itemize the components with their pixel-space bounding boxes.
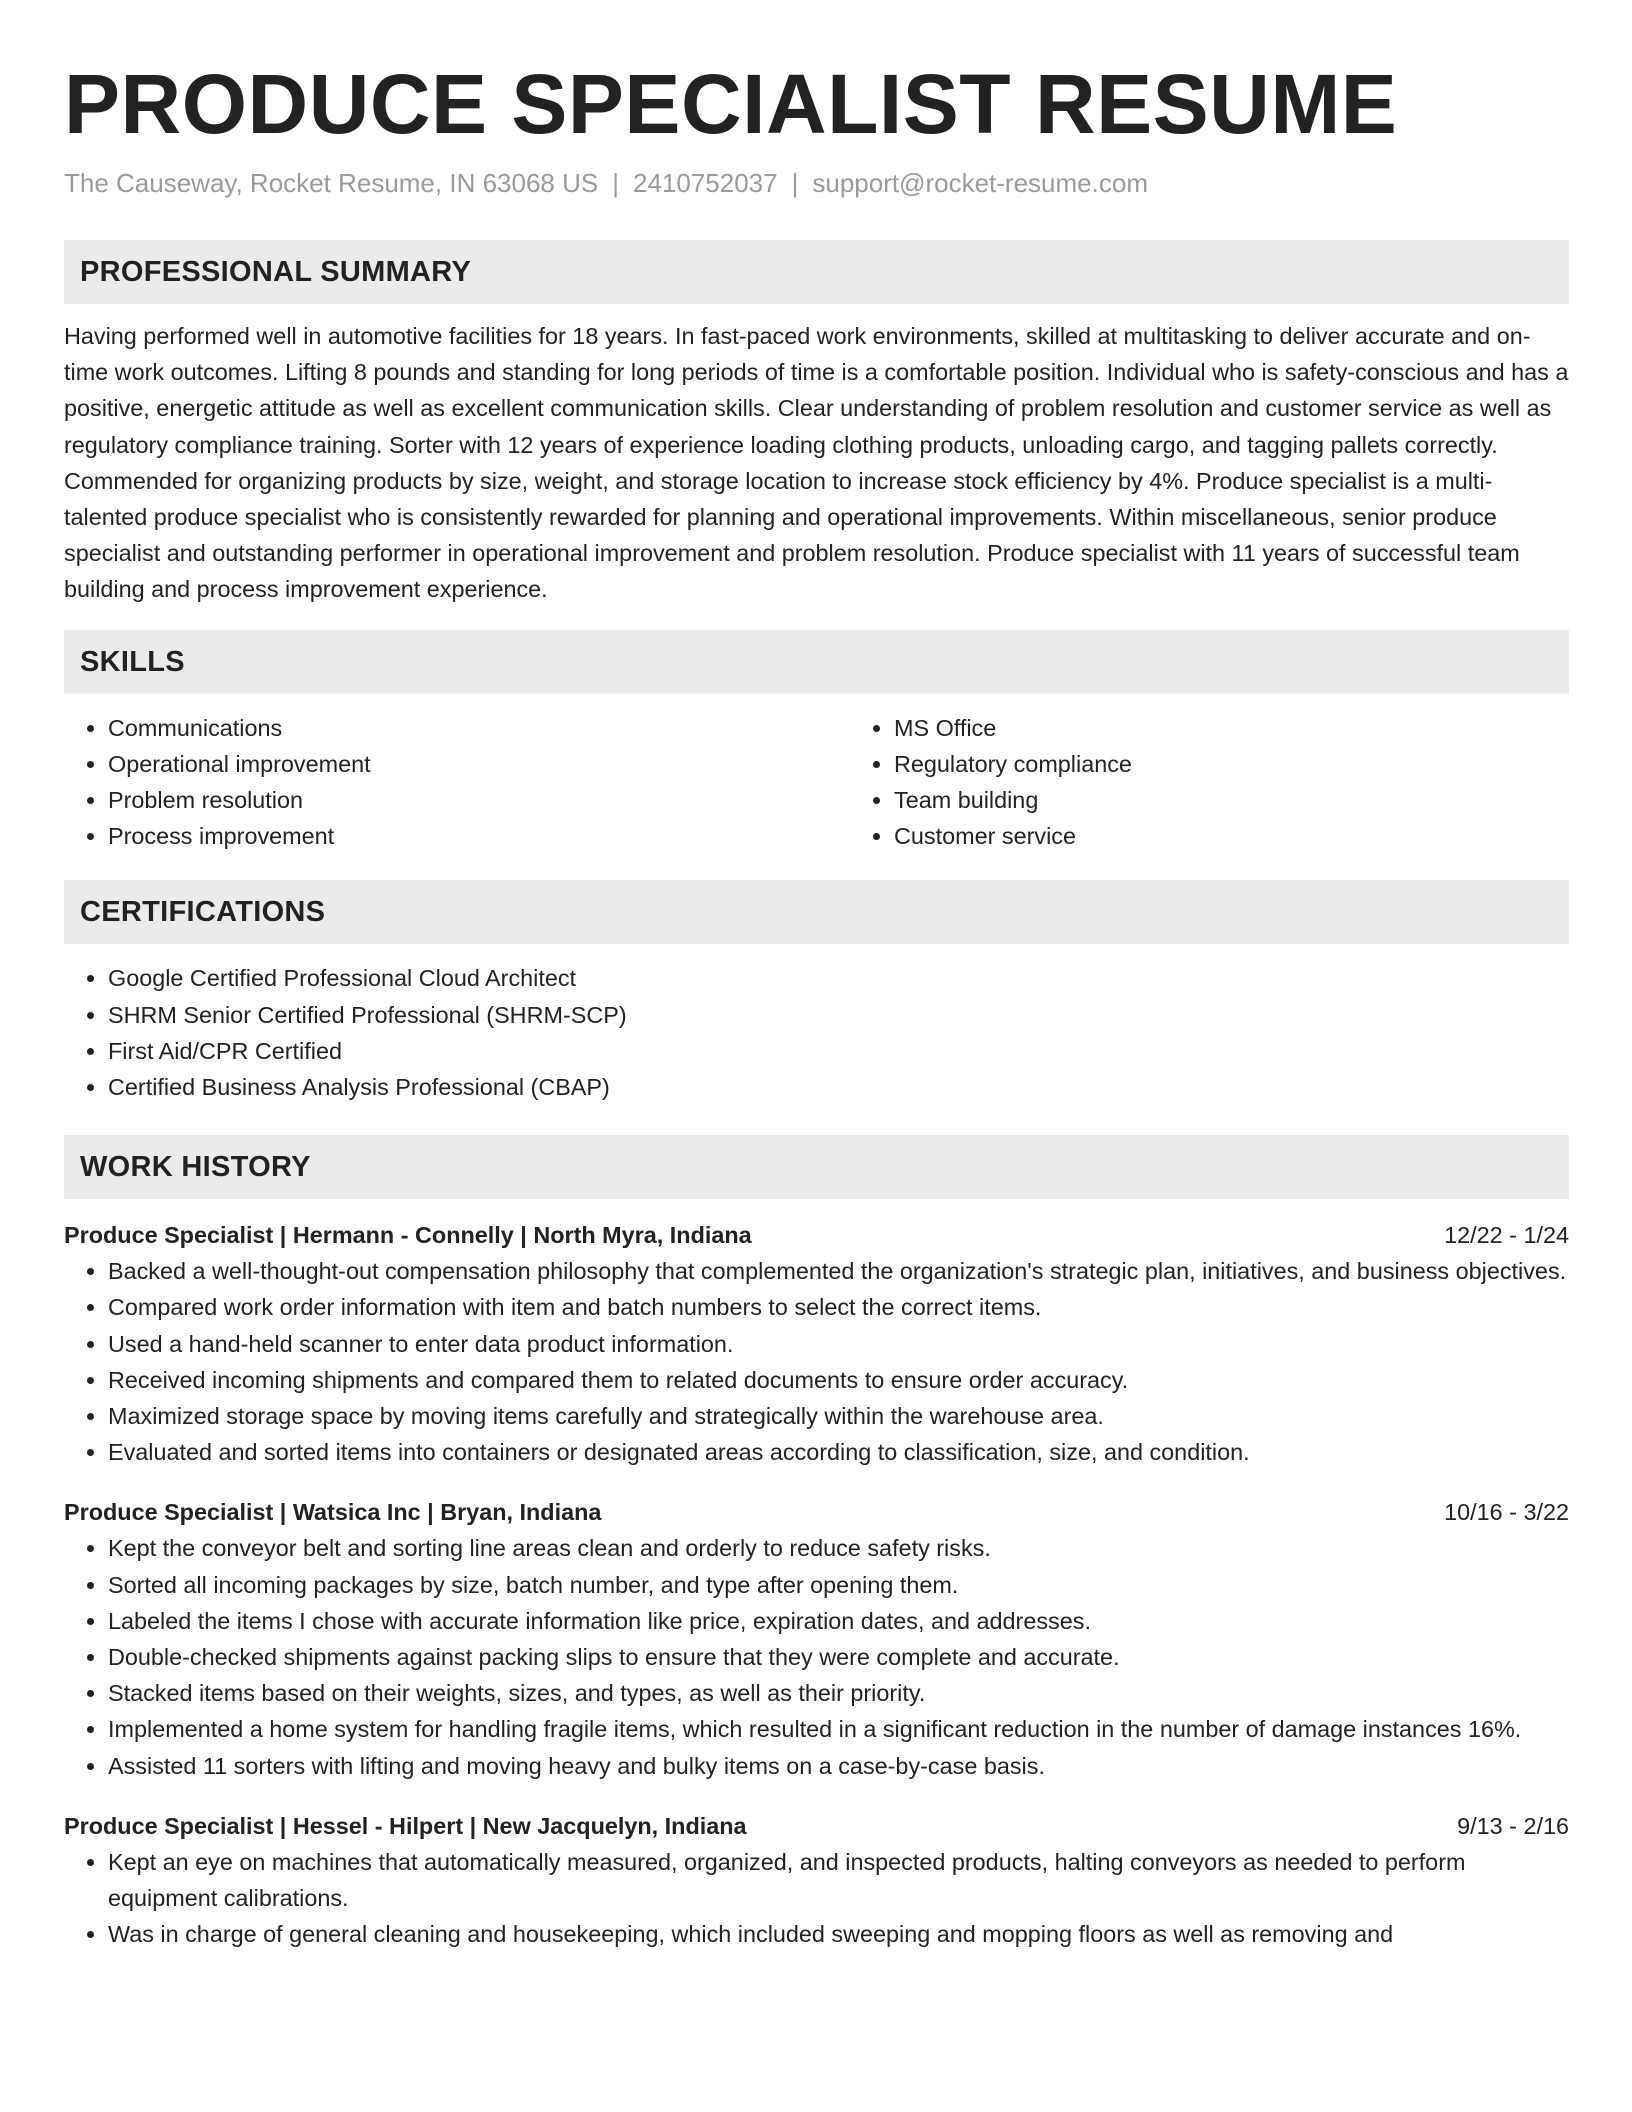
section-header-skills: SKILLS: [64, 630, 1569, 694]
job-bullet: • Was in charge of general cleaning and housekeeping, which included sweeping and mopping floors as well as removing and: [108, 1916, 1569, 1952]
job-title: Produce Specialist | Watsica Inc | Bryan, Indiana: [64, 1499, 602, 1526]
job-bullet: • Compared work order information with item and batch numbers to select the correct items.: [108, 1289, 1569, 1325]
job-title: Produce Specialist | Hessel - Hilpert | New Jacquelyn, Indiana: [64, 1812, 747, 1839]
job-bullet: • Assisted 11 sorters with lifting and moving heavy and bulky items on a case-by-case basis.: [108, 1748, 1569, 1784]
certifications-list: [64, 960, 1569, 1105]
job-bullet: • Received incoming shipments and compared them to related documents to ensure order accuracy.: [108, 1362, 1569, 1398]
job-header: [64, 1217, 1569, 1253]
contact-separator: |: [612, 168, 619, 198]
section-header-certifications: CERTIFICATIONS: [64, 880, 1569, 944]
certification-item: • First Aid/CPR Certified: [108, 1033, 1569, 1069]
job-bullet-list: [64, 1844, 1569, 1953]
job-title: Produce Specialist | Hermann - Connelly | North Myra, Indiana: [64, 1222, 752, 1249]
job-bullet: • Sorted all incoming packages by size, batch number, and type after opening them.: [108, 1567, 1569, 1603]
job-bullet: • Evaluated and sorted items into containers or designated areas according to classification, size, and condition.: [108, 1434, 1569, 1470]
skill-item: • Problem resolution: [108, 782, 850, 818]
section-header-summary: PROFESSIONAL SUMMARY: [64, 240, 1569, 304]
skill-item: • Team building: [894, 782, 1632, 818]
job-dates: 12/22 - 1/24: [1444, 1222, 1569, 1249]
job-bullet: • Kept an eye on machines that automatically measured, organized, and inspected products, halting conveyors as needed to perform equipment calibrations.: [108, 1844, 1569, 1916]
skills-list-left: [64, 710, 850, 855]
contact-phone: 2410752037: [632, 168, 778, 198]
certification-item: • SHRM Senior Certified Professional (SHRM-SCP): [108, 997, 1569, 1033]
contact-address: The Causeway, Rocket Resume, IN 63068 US: [64, 168, 599, 198]
resume-title: PRODUCE SPECIALIST RESUME: [64, 57, 1398, 151]
certification-item: • Google Certified Professional Cloud Architect: [108, 960, 1569, 996]
contact-email: support@rocket-resume.com: [812, 168, 1148, 198]
job-bullet-list: [64, 1530, 1569, 1783]
skill-item: • MS Office: [894, 710, 1632, 746]
skill-item: • Customer service: [894, 818, 1632, 854]
section-header-work-history: WORK HISTORY: [64, 1135, 1569, 1199]
skills-list-right: [850, 710, 1632, 855]
job-bullet: • Backed a well-thought-out compensation philosophy that complemented the organization's strategic plan, initiatives, and business objectives.: [108, 1253, 1569, 1289]
job-bullet: • Stacked items based on their weights, sizes, and types, as well as their priority.: [108, 1675, 1569, 1711]
skill-item: • Communications: [108, 710, 850, 746]
job-header: [64, 1494, 1569, 1530]
skill-item: • Regulatory compliance: [894, 746, 1632, 782]
job-dates: 10/16 - 3/22: [1444, 1499, 1569, 1526]
certification-item: • Certified Business Analysis Professional (CBAP): [108, 1069, 1569, 1105]
skills-grid: [64, 710, 1569, 855]
contact-line: [64, 166, 1569, 200]
job-bullet: • Implemented a home system for handling fragile items, which resulted in a significant reduction in the number of damage instances 16%.: [108, 1711, 1569, 1747]
summary-text: Having performed well in automotive facilities for 18 years. In fast-paced work environments, skilled at multitasking to deliver accurate and on-time work outcomes. Lifting 8 pounds and standing for long periods of time is a comfortable position. Individual who is safety-conscious and has a positive, energetic attitude as well as excellent communication skills. Clear understanding of problem resolution and customer service as well as regulatory compliance training. Sorter with 12 years of experience loading clothing products, unloading cargo, and tagging pallets correctly. Commended for organizing products by size, weight, and storage location to increase stock efficiency by 4%. Produce specialist is a multi-talented produce specialist who is consistently rewarded for planning and operational improvements. Within miscellaneous, senior produce specialist and outstanding performer in operational improvement and problem resolution. Produce specialist with 11 years of successful team building and process improvement experience.: [64, 323, 1569, 603]
job-bullet: • Double-checked shipments against packing slips to ensure that they were complete and accurate.: [108, 1639, 1569, 1675]
job-bullet: • Labeled the items I chose with accurate information like price, expiration dates, and addresses.: [108, 1603, 1569, 1639]
resume-page: [64, 56, 1569, 1953]
skill-item: • Operational improvement: [108, 746, 850, 782]
contact-separator: |: [791, 168, 799, 198]
skill-item: • Process improvement: [108, 818, 850, 854]
job-bullet-list: [64, 1253, 1569, 1470]
job-bullet: • Kept the conveyor belt and sorting line areas clean and orderly to reduce safety risks.: [108, 1530, 1569, 1566]
job-header: [64, 1808, 1569, 1844]
job-dates: 9/13 - 2/16: [1457, 1812, 1569, 1839]
job-bullet: • Maximized storage space by moving items carefully and strategically within the warehouse area.: [108, 1398, 1569, 1434]
job-bullet: • Used a hand-held scanner to enter data product information.: [108, 1326, 1569, 1362]
